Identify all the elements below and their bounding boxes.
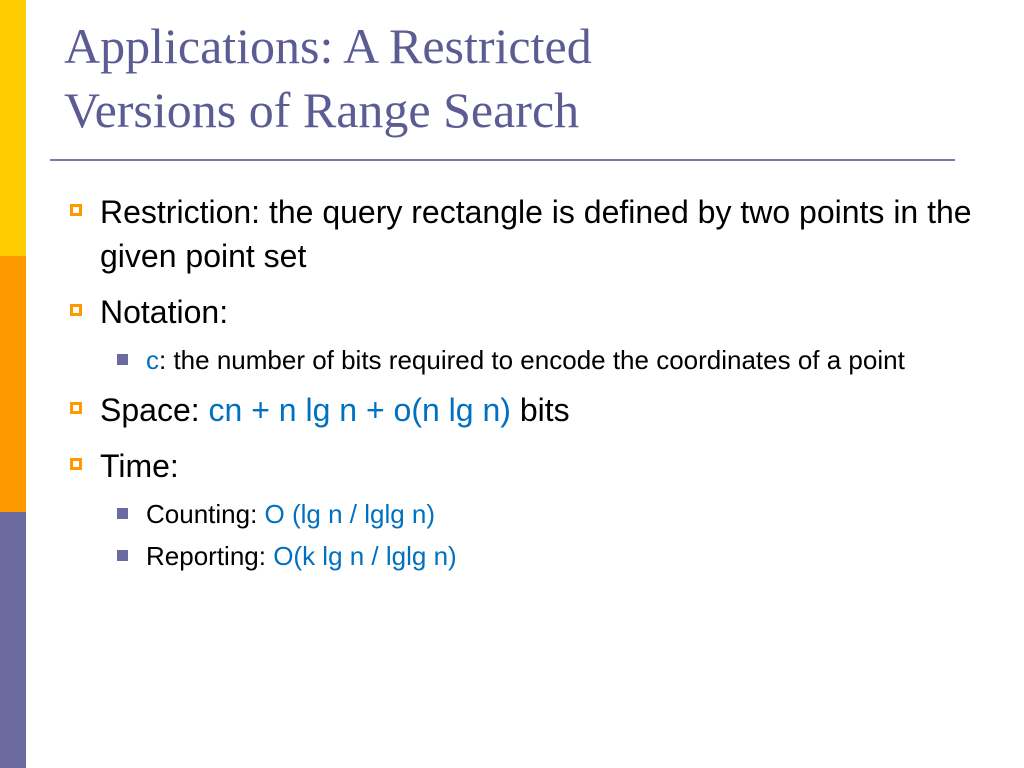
time-text: Time:: [100, 448, 179, 484]
bullet-space: [64, 388, 984, 432]
square-bullet-icon: [70, 458, 82, 470]
restriction-text: Restriction: the query rectangle is defined by two points in the given point set: [100, 194, 972, 274]
title-divider: [50, 159, 955, 161]
bullet-restriction: [64, 190, 984, 278]
slide-title-line-1: Applications: A Restricted: [64, 18, 592, 74]
reporting-formula: O(k lg n / lglg n): [273, 541, 457, 571]
space-label: Space:: [100, 392, 209, 428]
filled-square-bullet-icon: [117, 550, 128, 561]
sub-bullet-reporting: [64, 536, 984, 576]
square-bullet-icon: [70, 304, 82, 316]
side-bar-yellow-segment: [0, 0, 26, 256]
side-bar-orange-segment: [0, 256, 26, 512]
filled-square-bullet-icon: [117, 508, 128, 519]
c-description: : the number of bits required to encode the coordinates of a point: [159, 345, 905, 375]
square-bullet-icon: [70, 204, 82, 216]
side-color-bar: [0, 0, 26, 768]
slide-title-line-2: Versions of Range Search: [64, 82, 580, 138]
sub-bullet-counting: [64, 494, 984, 534]
counting-label: Counting:: [146, 499, 265, 529]
notation-text: Notation:: [100, 294, 229, 330]
bullet-time: [64, 444, 984, 488]
filled-square-bullet-icon: [117, 354, 128, 365]
sub-bullet-c: [64, 340, 984, 380]
reporting-label: Reporting:: [146, 541, 274, 571]
slide-content: [64, 190, 984, 584]
space-unit: bits: [510, 392, 570, 428]
counting-formula: O (lg n / lglg n): [264, 499, 436, 529]
slide-title: [64, 14, 964, 142]
side-bar-purple-segment: [0, 512, 26, 768]
bullet-notation: [64, 290, 984, 334]
square-bullet-icon: [70, 402, 82, 414]
c-variable: c: [146, 345, 159, 375]
space-formula: cn + n lg n + o(n lg n): [208, 392, 511, 428]
